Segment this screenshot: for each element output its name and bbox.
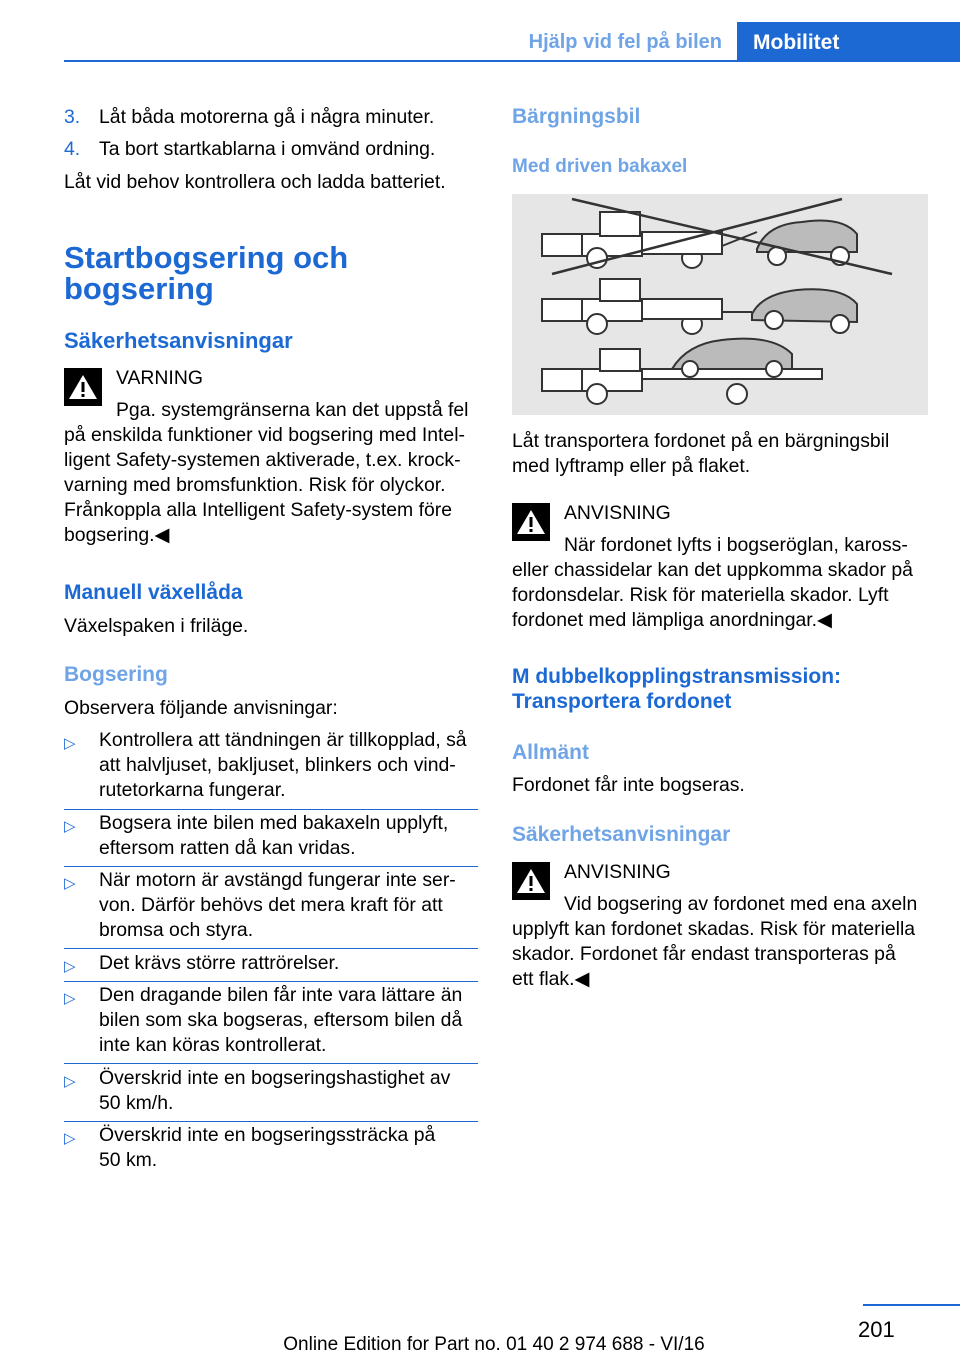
body-text: Observera följande anvisningar: <box>64 697 338 719</box>
notice-text: fordonet med lämpliga anordningar.◀ <box>512 609 832 631</box>
notice-text: Vid bogsering av fordonet med ena axeln <box>564 893 918 915</box>
subheading-towing: Bogsering <box>64 663 168 686</box>
bullet-triangle-icon: ▷ <box>64 990 76 1007</box>
bullet-text: Den dragande bilen får inte vara lättare än <box>99 984 463 1006</box>
step-text: Ta bort startkablarna i omvänd ordning. <box>99 138 436 160</box>
step-number: 4. <box>64 138 81 160</box>
bullet-separator <box>64 1063 478 1064</box>
warning-text: på enskilda funktioner vid bogsering med Intel‐ <box>64 424 465 446</box>
bullet-text: Det krävs större rattrörelser. <box>99 952 340 974</box>
chapter-heading-line2: bogsering <box>64 271 214 306</box>
bullet-separator <box>64 948 478 949</box>
bullet-text: 50 km. <box>99 1149 158 1171</box>
bullet-text: När motorn är avstängd fungerar inte ser‐ <box>99 869 456 891</box>
warning-text: Frånkoppla alla Intelligent Safety-system före <box>64 499 453 521</box>
section-heading-m-dct: M dubbelkopplingstransmission: <box>512 665 842 688</box>
page-number: 201 <box>858 1317 895 1342</box>
notice-text: fordonsdelar. Risk för materiella skador. Lyft <box>512 584 889 606</box>
subheading-rear-axle: Med driven bakaxel <box>512 156 688 177</box>
bullet-triangle-icon: ▷ <box>64 1130 76 1147</box>
bullet-triangle-icon: ▷ <box>64 735 76 752</box>
bullet-triangle-icon: ▷ <box>64 1073 76 1090</box>
notice-label: ANVISNING <box>564 502 671 524</box>
body-text: Låt vid behov kontrollera och ladda batteriet. <box>64 171 446 193</box>
notice-text: eller chassidelar kan det uppkomma skador på <box>512 559 913 581</box>
body-text: Fordonet får inte bogseras. <box>512 774 745 796</box>
warning-text: varning med bromsfunktion. Risk för olyckor. <box>64 474 446 496</box>
section-heading-m-dct: Transportera fordonet <box>512 690 732 713</box>
section-heading-safety: Säkerhetsanvisningar <box>64 328 293 353</box>
notice-warning-icon <box>512 862 550 900</box>
notice-text: skador. Fordonet får endast transporteras på <box>512 943 896 965</box>
bullet-text: 50 km/h. <box>99 1092 174 1114</box>
tow-truck-illustration <box>512 194 928 415</box>
bullet-text: eftersom ratten då kan vridas. <box>99 837 356 859</box>
warning-label: VARNING <box>116 367 203 389</box>
edition-footer: Online Edition for Part no. 01 40 2 974 688 - VI/16 <box>283 1334 705 1355</box>
warning-icon <box>64 368 102 406</box>
chapter-heading-line1: Startbogsering och <box>64 240 349 275</box>
section-heading-manual: Manuell växellåda <box>64 581 243 604</box>
footer-rule <box>863 1304 960 1306</box>
notice-text: upplyft kan fordonet skadas. Risk för materiella <box>512 918 916 940</box>
bullet-text: Bogsera inte bilen med bakaxeln upplyft, <box>99 812 449 834</box>
section-tab: Mobilitet <box>737 22 960 62</box>
bullet-text: Överskrid inte en bogseringssträcka på <box>99 1124 436 1146</box>
bullet-triangle-icon: ▷ <box>64 818 76 835</box>
chapter-title: Hjälp vid fel på bilen <box>528 31 722 53</box>
bullet-text: bromsa och styra. <box>99 919 254 941</box>
bullet-text: inte kan köras kontrollerat. <box>99 1034 327 1056</box>
notice-warning-icon <box>512 503 550 541</box>
subheading-safety: Säkerhetsanvisningar <box>512 823 731 846</box>
body-text: Växelspaken i friläge. <box>64 615 249 637</box>
bullet-text: rutetorkarna fungerar. <box>99 779 286 801</box>
bullet-text: att halvljuset, bakljuset, blinkers och vind‐ <box>99 754 456 776</box>
notice-text: När fordonet lyfts i bogseröglan, kaross‐ <box>564 534 908 556</box>
subheading-general: Allmänt <box>512 741 590 764</box>
bullet-text: Kontrollera att tändningen är tillkopplad, så <box>99 729 467 751</box>
figure-caption: med lyftramp eller på flaket. <box>512 455 751 477</box>
warning-text: Pga. systemgränserna kan det uppstå fel <box>116 399 469 421</box>
bullet-text: Överskrid inte en bogseringshastighet av <box>99 1067 451 1089</box>
subheading-tow-truck: Bärgningsbil <box>512 105 641 128</box>
bullet-triangle-icon: ▷ <box>64 958 76 975</box>
notice-label: ANVISNING <box>564 861 671 883</box>
notice-text: ett flak.◀ <box>512 968 590 990</box>
warning-text: bogsering.◀ <box>64 524 170 546</box>
figure-caption: Låt transportera fordonet på en bärgningsbil <box>512 430 890 452</box>
bullet-triangle-icon: ▷ <box>64 875 76 892</box>
bullet-text: von. Därför behövs det mera kraft för att <box>99 894 443 916</box>
bullet-text: bilen som ska bogseras, eftersom bilen då <box>99 1009 463 1031</box>
warning-text: ligent Safety-systemen aktiverade, t.ex. krock‐ <box>64 449 461 471</box>
step-text: Låt båda motorerna gå i några minuter. <box>99 106 435 128</box>
header-rule <box>64 60 960 62</box>
step-number: 3. <box>64 106 81 128</box>
